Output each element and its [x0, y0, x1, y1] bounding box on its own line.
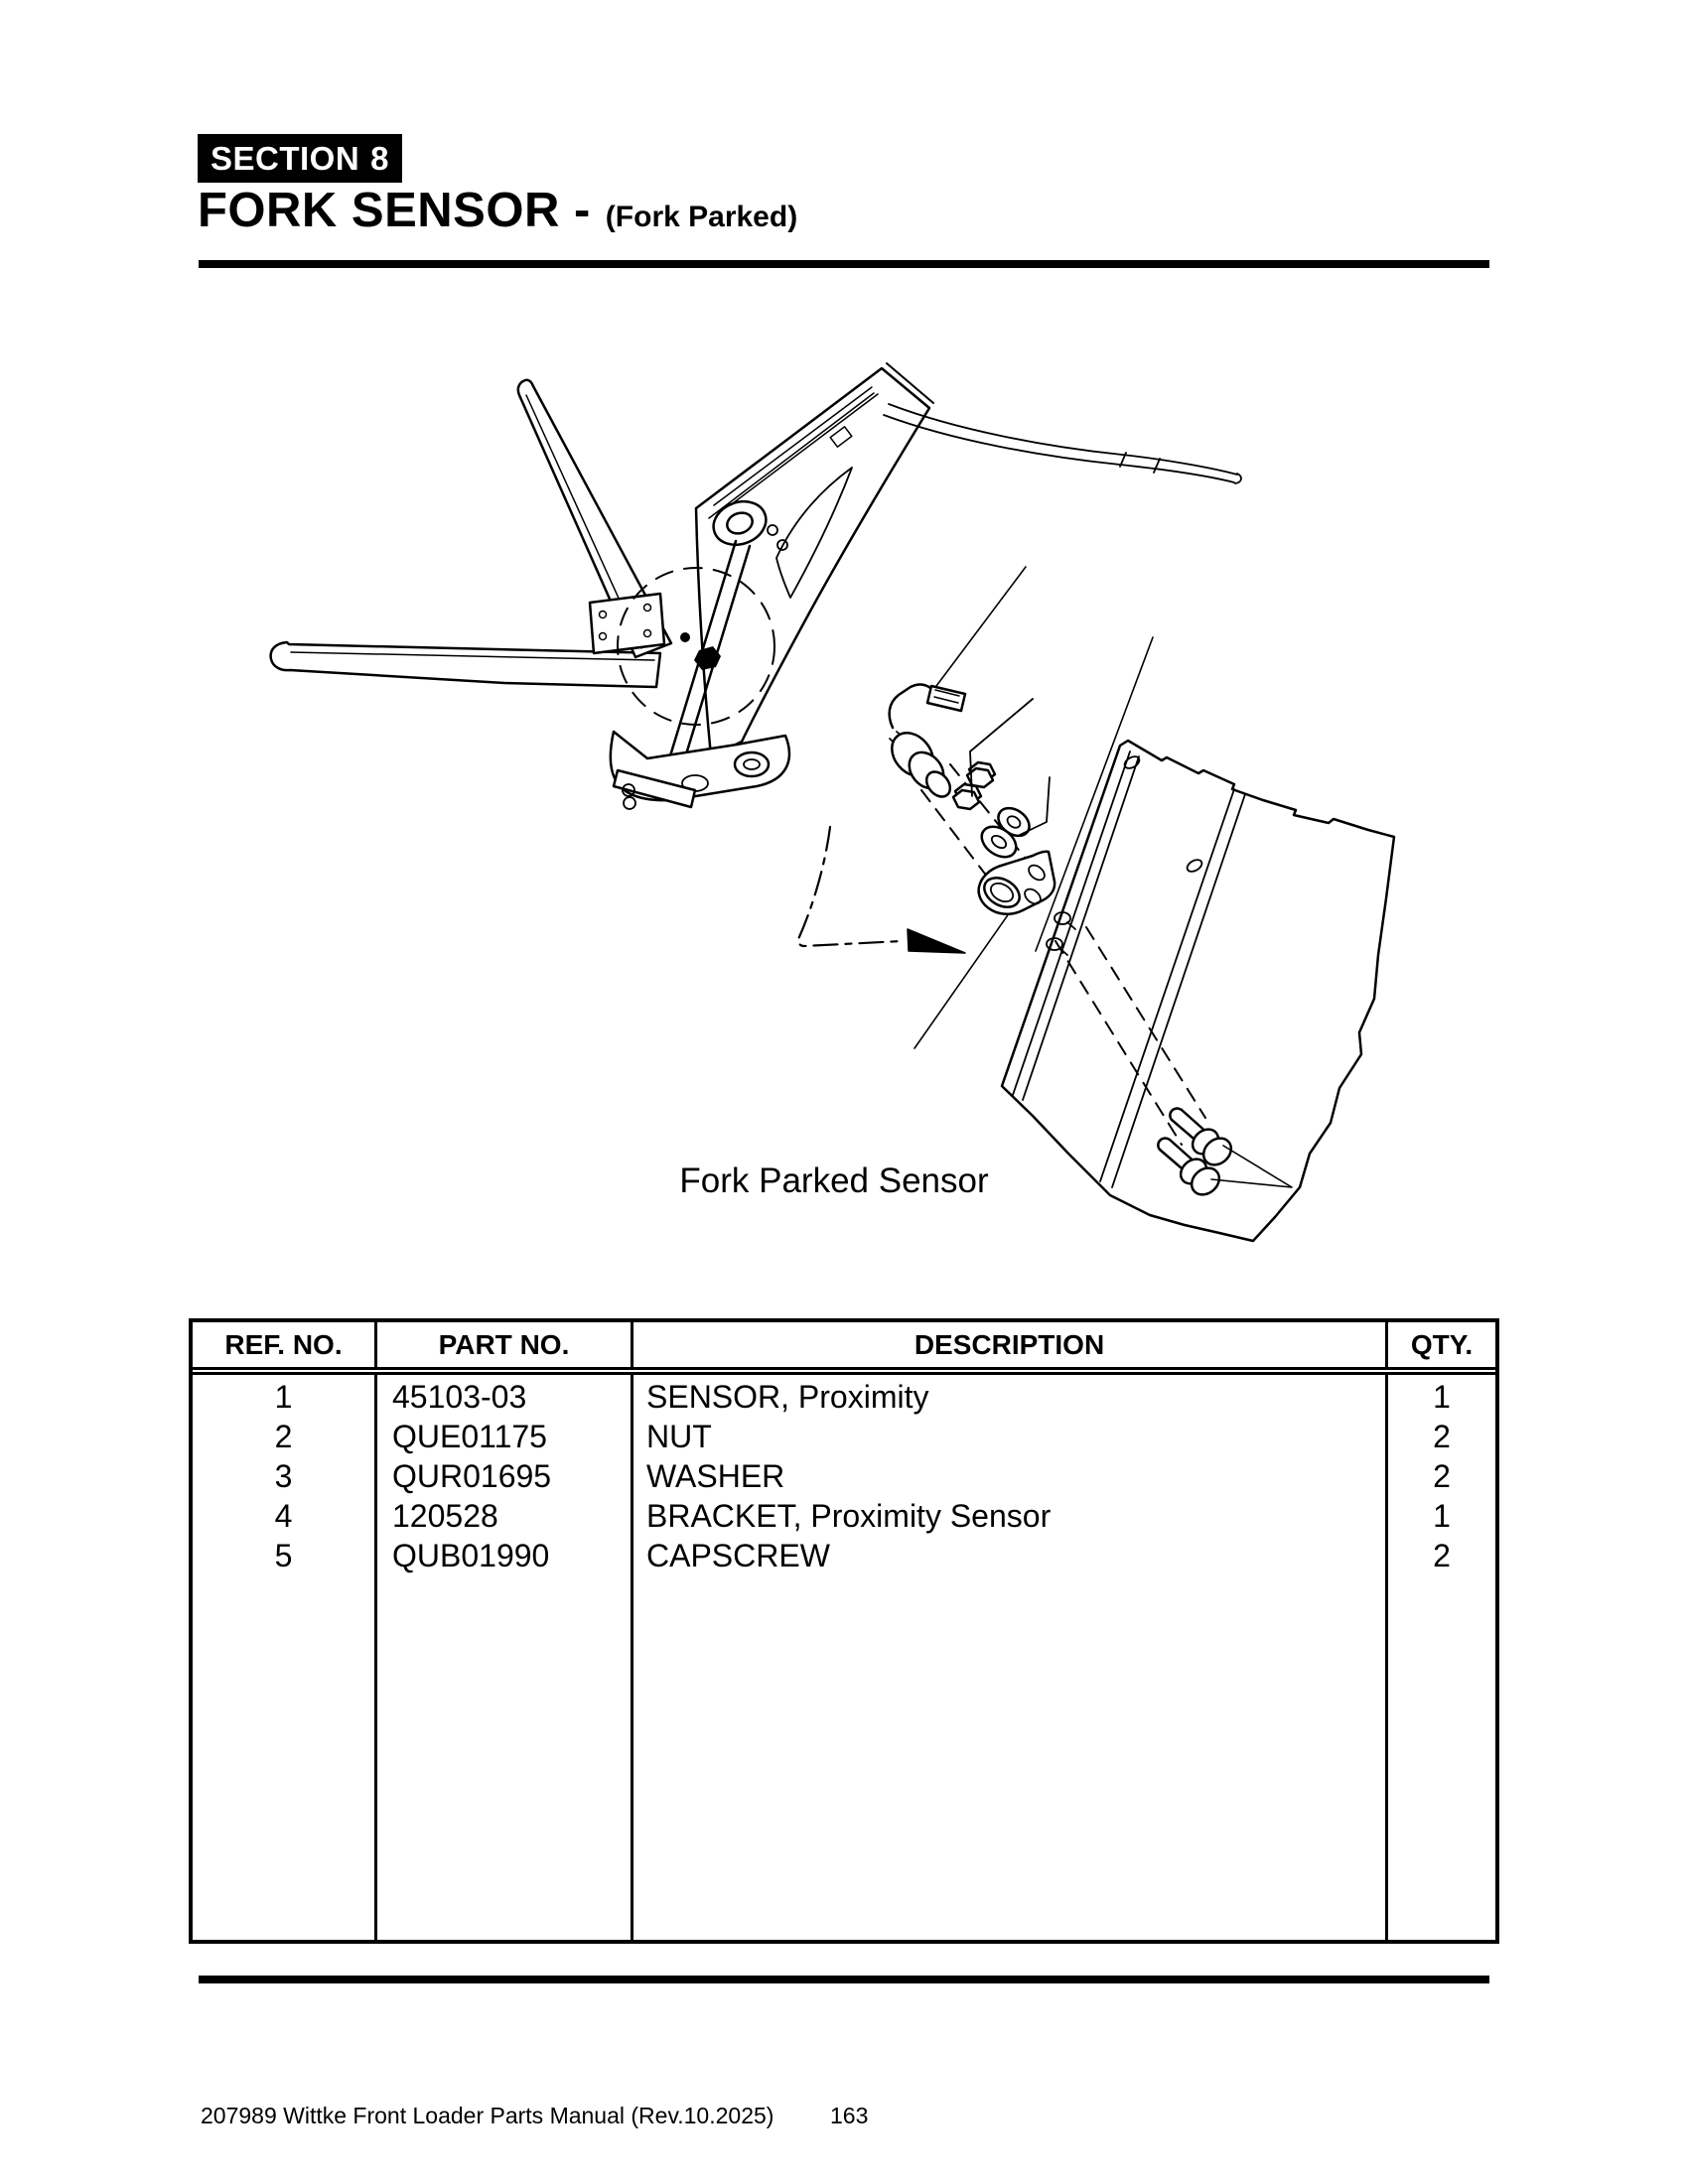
table-cell: BRACKET, Proximity Sensor	[646, 1498, 1052, 1534]
phantom-plate-outline	[970, 699, 1050, 835]
parts-table	[189, 1318, 1499, 1944]
table-cell: NUT	[646, 1419, 712, 1454]
table-cell: QUE01175	[392, 1419, 547, 1454]
fork-assembly	[271, 363, 1241, 809]
page-title: FORK SENSOR -	[198, 184, 591, 237]
bottom-rule	[199, 1976, 1489, 1983]
table-cell: 2	[1433, 1419, 1451, 1454]
figure-caption: Fork Parked Sensor	[679, 1161, 989, 1200]
description-column	[633, 1375, 1388, 1940]
table-cell: WASHER	[646, 1458, 785, 1494]
page-subtitle: (Fork Parked)	[605, 201, 798, 233]
part-no-column	[377, 1375, 633, 1940]
table-cell: CAPSCREW	[646, 1538, 830, 1573]
leader-lines	[914, 567, 1153, 1048]
section-number: 8	[370, 139, 389, 177]
parts-table-header	[193, 1322, 1495, 1375]
table-cell: 3	[274, 1458, 293, 1494]
table-cell: SENSOR, Proximity	[646, 1379, 929, 1415]
table-cell: 2	[1433, 1538, 1451, 1573]
table-cell: 4	[274, 1498, 293, 1534]
top-rule	[199, 260, 1489, 268]
section-label: SECTION	[211, 139, 360, 177]
qty-column	[1388, 1375, 1495, 1940]
table-cell: 2	[274, 1419, 293, 1454]
col-header-ref-no: REF. NO.	[193, 1322, 377, 1367]
parts-table-body	[193, 1375, 1495, 1940]
table-cell: 5	[274, 1538, 293, 1573]
page-title-row	[198, 183, 797, 238]
col-header-part-no: PART NO.	[377, 1322, 633, 1367]
table-cell: 1	[274, 1379, 293, 1415]
section-badge	[198, 134, 402, 183]
table-cell: 1	[1433, 1379, 1451, 1415]
table-cell: QUR01695	[392, 1458, 552, 1494]
page-number: 163	[830, 2103, 869, 2128]
leader-arrow	[798, 827, 965, 953]
bracket-part	[979, 852, 1055, 914]
col-header-qty: QTY.	[1410, 1328, 1474, 1360]
proximity-sensor-part	[884, 685, 965, 802]
capscrew-parts	[1158, 1109, 1292, 1200]
table-cell: 45103-03	[392, 1379, 527, 1415]
nuts-washers-parts	[953, 762, 1035, 864]
table-cell: 2	[1433, 1458, 1451, 1494]
table-cell: 1	[1433, 1498, 1451, 1534]
ref-no-column	[193, 1375, 377, 1940]
exploded-axes	[921, 764, 1205, 1145]
col-header-description: DESCRIPTION	[633, 1322, 1388, 1367]
table-cell: QUB01990	[392, 1538, 550, 1573]
table-cell: 120528	[392, 1498, 498, 1534]
footer-text: 207989 Wittke Front Loader Parts Manual (Rev.10.2025)	[201, 2103, 774, 2128]
